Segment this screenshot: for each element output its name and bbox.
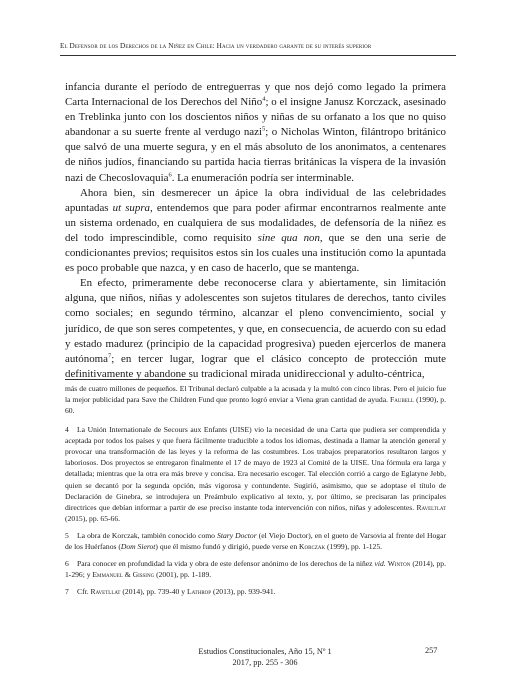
- footnote-ref[interactable]: 6: [168, 170, 172, 178]
- footnotes: [65, 383, 446, 602]
- page-range: 2017, pp. 255 - 306: [232, 658, 298, 667]
- footnote-number: 6: [65, 558, 69, 568]
- footnote-4: 4 La Unión Internationale de Secours aux Enfants (UISE) vio la necesidad de una Carta que pudiera ser comprendida y aceptada por todos los países y que fuera fácilmente traducible a todos los idiomas, destinada a llamar la atención general y provocar una transformación de las leyes y la reforma de las costumbres. Los trabajos preparatorios resultaron largos y laboriosos. Dos proyectos se entregaron finalmente el 17 de mayo de 1923 al Comité de la UISE. Una fórmula era larga y detallada; mientras que la otra era más breve y concisa. Era necesario escoger. Tal elección corrió a cargo de Eglatyne Jebb, quien se decantó por la segunda opción, más vigorosa y contundente. Sugirió, asimismo, que se adoptase el título de Declaración de Ginebra, se introdujera un Preámbulo explicativo al texto, y, por último, se precisaran las principales directrices que debían informar a partir de ese preciso instante toda intervención con niños, niñas y adolescentes. Raveltlat (2015), pp. 65-66.: [65, 424, 446, 524]
- journal-citation: Estudios Constitucionales, Año 15, Nº 1: [198, 647, 332, 656]
- footnote-5: 5 La obra de Korczak, también conocido como Stary Doctor (el Viejo Doctor), en el gueto de Varsovia al frente del Hogar de los Huérfanos (Dom Sierot) que él mismo fundó y dirigió, puede verse en Korczak (1999), pp. 1-125.: [65, 530, 446, 552]
- paragraph: Ahora bien, sin desmerecer un ápice la obra individual de las celebridades apuntadas ut supra, entendemos que para poder afirmar encontrarnos realmente ante un sistema ordenado, en cualquiera de sus modalidades, de defensoría de la niñez es del todo imprescindible, como requisito sine qua non, que se den una serie de condicionantes previos; requisitos estos sin los cuales una institución como la apuntada es poco probable que nazca, y en caso de hacerlo, que se mantenga.: [65, 186, 447, 275]
- footnote-continuation: más de cuatro millones de pequeños. El Tribunal declaró culpable a la acusada y la multó con cinco libras. Pero el juicio fue la mejor publicidad para Save the Children Fund que pronto logró enviar a Viena gran cantidad de ayuda. Faubell (1990), p. 60.: [65, 384, 446, 416]
- footnote-7: 7 Cfr. Ravetllat (2014), pp. 739-40 y Lathrop (2013), pp. 939-941.: [65, 586, 276, 596]
- footnote-number: 5: [65, 530, 69, 540]
- header-rule: [60, 55, 456, 56]
- running-header: El Defensor de los Derechos de la Niñez en Chile: Hacia un verdadero garante de su interés superior: [60, 42, 372, 50]
- paragraph: En efecto, primeramente debe reconocerse clara y abiertamente, sin limitación alguna, que niños, niñas y adolescentes son sujetos titulares de derechos, tanto civiles como sociales; en segundo término, alcanzar el pleno convencimiento, social y jurídico, de que son seres competentes, y que, en consecuencia, de acuerdo con su edad y estado madurez (principio de la capacidad progresiva) pueden ejercerlos de manera autónoma$^7$; en tercer lugar, lograr que el clásico concepto de protección mute definitivamente y abandone su tradicional mirada unidireccional y adulto-céntrica,: [65, 277, 446, 380]
- footnote-ref[interactable]: 4: [262, 95, 266, 103]
- paragraph: infancia durante el período de entreguerras y que nos dejó como legado la primera Carta Internacional de los Derechos del Niño$^4$; o el insigne Janusz Korczack, asesinado en Treblinka junto con los doscientos niños y niñas de su orfanato a los que no quiso abandonar a su suerte frente al verdugo nazi$^5$; o Nicholas Winton, filántropo británico que salvó de una muerte segura, y en el más absoluto de los anonimatos, a centenares de niños judíos, financiando su partida hacia tierras británicas la víspera de la invasión nazi de Checoslovaquia$^6$. La enumeración podría ser interminable.: [65, 81, 446, 184]
- main-text: [65, 80, 446, 382]
- footnote-ref[interactable]: 7: [107, 352, 112, 360]
- footnote-ref[interactable]: 5: [261, 125, 266, 133]
- page-number: 257: [425, 646, 438, 655]
- footnote-6: 6 Para conocer en profundidad la vida y obra de este defensor anónimo de los derechos de la niñez vid. Winton (2014), pp. 1-296; y Emmanuel & Gissing (2001), pp. 1-189.: [65, 558, 447, 580]
- footnote-rule: [65, 379, 191, 380]
- page-footer: [150, 646, 380, 668]
- footnote-number: 7: [65, 586, 69, 596]
- footnote-number: 4: [65, 424, 69, 434]
